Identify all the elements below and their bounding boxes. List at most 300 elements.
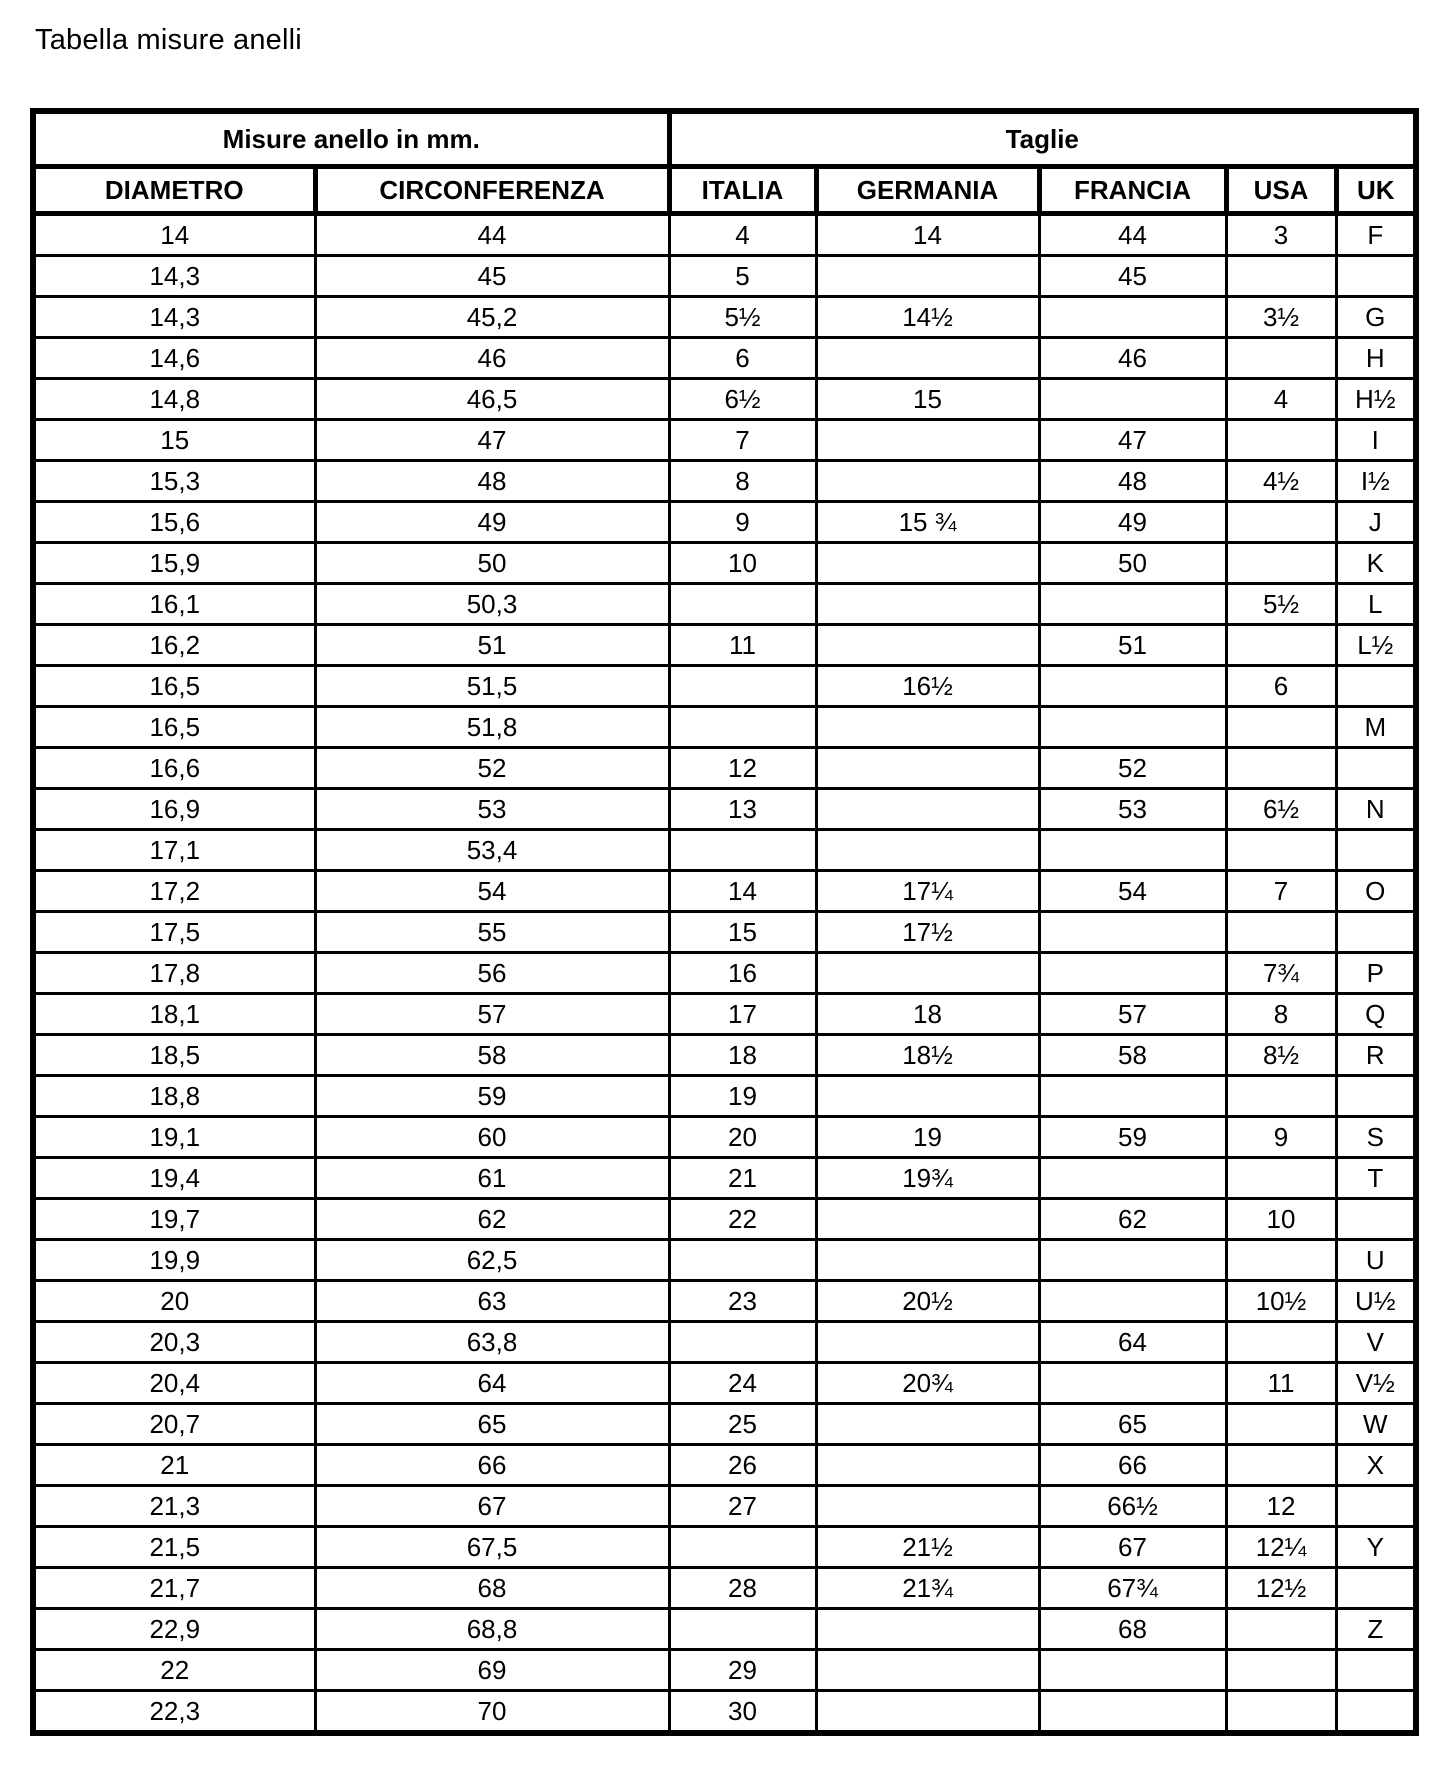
- table-cell: [1039, 1691, 1226, 1734]
- table-cell: 62: [315, 1199, 669, 1240]
- table-cell: 22,3: [33, 1691, 315, 1734]
- table-cell: 17: [669, 994, 816, 1035]
- table-cell: 15,9: [33, 543, 315, 584]
- table-cell: [669, 1240, 816, 1281]
- table-cell: 46: [315, 338, 669, 379]
- table-cell: 30: [669, 1691, 816, 1734]
- table-cell: 59: [315, 1076, 669, 1117]
- table-cell: 53: [315, 789, 669, 830]
- table-cell: 8: [669, 461, 816, 502]
- table-cell: 22: [33, 1650, 315, 1691]
- table-cell: 68: [315, 1568, 669, 1609]
- table-cell: [816, 1691, 1039, 1734]
- column-header-francia: FRANCIA: [1039, 167, 1226, 214]
- table-cell: 5½: [1226, 584, 1336, 625]
- table-row: [33, 461, 1416, 502]
- table-cell: [816, 1076, 1039, 1117]
- table-cell: [1226, 1158, 1336, 1199]
- table-cell: 15: [33, 420, 315, 461]
- table-cell: [816, 1609, 1039, 1650]
- table-cell: 6½: [1226, 789, 1336, 830]
- table-cell: [1336, 830, 1416, 871]
- table-cell: [1226, 543, 1336, 584]
- table-row: [33, 420, 1416, 461]
- page-title: Tabella misure anelli: [35, 24, 302, 56]
- table-cell: [1039, 830, 1226, 871]
- table-cell: 64: [1039, 1322, 1226, 1363]
- table-cell: I: [1336, 420, 1416, 461]
- table-cell: 65: [315, 1404, 669, 1445]
- table-cell: 67,5: [315, 1527, 669, 1568]
- table-cell: 19¾: [816, 1158, 1039, 1199]
- table-cell: 50: [315, 543, 669, 584]
- table-cell: [816, 256, 1039, 297]
- table-cell: [1039, 707, 1226, 748]
- table-cell: 15 ¾: [816, 502, 1039, 543]
- table-cell: 4½: [1226, 461, 1336, 502]
- table-cell: [1336, 748, 1416, 789]
- table-cell: [816, 1650, 1039, 1691]
- ring-size-table: [30, 108, 1419, 1736]
- table-cell: 57: [315, 994, 669, 1035]
- table-row: [33, 1445, 1416, 1486]
- table-cell: 9: [669, 502, 816, 543]
- table-cell: 56: [315, 953, 669, 994]
- table-cell: 6: [1226, 666, 1336, 707]
- table-row: [33, 1650, 1416, 1691]
- table-cell: 17,5: [33, 912, 315, 953]
- group-header-misure-anello: Misure anello in mm.: [33, 111, 669, 167]
- table-cell: 69: [315, 1650, 669, 1691]
- table-cell: 53,4: [315, 830, 669, 871]
- group-header-taglie: Taglie: [669, 111, 1416, 167]
- table-cell: V: [1336, 1322, 1416, 1363]
- table-cell: 51,8: [315, 707, 669, 748]
- table-cell: 4: [1226, 379, 1336, 420]
- table-cell: H: [1336, 338, 1416, 379]
- table-cell: 48: [1039, 461, 1226, 502]
- table-cell: 5½: [669, 297, 816, 338]
- table-cell: [1336, 1568, 1416, 1609]
- table-cell: 46,5: [315, 379, 669, 420]
- table-cell: 14,8: [33, 379, 315, 420]
- table-cell: 51,5: [315, 666, 669, 707]
- column-header-diametro: DIAMETRO: [33, 167, 315, 214]
- table-cell: [816, 584, 1039, 625]
- table-cell: 15,3: [33, 461, 315, 502]
- table-cell: 10½: [1226, 1281, 1336, 1322]
- column-header-uk: UK: [1336, 167, 1416, 214]
- table-cell: 14: [816, 214, 1039, 256]
- table-cell: L: [1336, 584, 1416, 625]
- table-cell: 51: [315, 625, 669, 666]
- table-cell: [816, 830, 1039, 871]
- table-cell: 12½: [1226, 1568, 1336, 1609]
- table-cell: 21: [33, 1445, 315, 1486]
- table-cell: 54: [1039, 871, 1226, 912]
- table-cell: [1226, 1322, 1336, 1363]
- table-cell: [1226, 1691, 1336, 1734]
- table-cell: [1226, 830, 1336, 871]
- table-cell: [816, 1404, 1039, 1445]
- table-cell: 12: [669, 748, 816, 789]
- table-cell: 16,9: [33, 789, 315, 830]
- table-cell: 19: [816, 1117, 1039, 1158]
- table-cell: 17¼: [816, 871, 1039, 912]
- table-cell: M: [1336, 707, 1416, 748]
- table-cell: 58: [315, 1035, 669, 1076]
- table-cell: [816, 420, 1039, 461]
- table-cell: 7: [1226, 871, 1336, 912]
- table-cell: 65: [1039, 1404, 1226, 1445]
- table-cell: 59: [1039, 1117, 1226, 1158]
- table-cell: [1039, 1240, 1226, 1281]
- table-cell: 16,2: [33, 625, 315, 666]
- table-cell: 22: [669, 1199, 816, 1240]
- table-cell: 29: [669, 1650, 816, 1691]
- column-header-usa: USA: [1226, 167, 1336, 214]
- table-cell: 50,3: [315, 584, 669, 625]
- table-row: [33, 830, 1416, 871]
- table-cell: [1039, 379, 1226, 420]
- table-cell: 15: [669, 912, 816, 953]
- table-cell: [816, 543, 1039, 584]
- table-row: [33, 1076, 1416, 1117]
- table-cell: [1336, 1486, 1416, 1527]
- table-cell: U: [1336, 1240, 1416, 1281]
- table-cell: [1039, 1158, 1226, 1199]
- table-cell: [1226, 1445, 1336, 1486]
- table-cell: 66: [315, 1445, 669, 1486]
- table-row: [33, 1158, 1416, 1199]
- table-cell: [1336, 1650, 1416, 1691]
- table-cell: N: [1336, 789, 1416, 830]
- table-cell: 57: [1039, 994, 1226, 1035]
- table-cell: 26: [669, 1445, 816, 1486]
- table-cell: 27: [669, 1486, 816, 1527]
- column-header-italia: ITALIA: [669, 167, 816, 214]
- table-cell: [1226, 1650, 1336, 1691]
- table-cell: [669, 707, 816, 748]
- table-cell: 17,1: [33, 830, 315, 871]
- table-cell: 20½: [816, 1281, 1039, 1322]
- table-cell: 8½: [1226, 1035, 1336, 1076]
- table-cell: F: [1336, 214, 1416, 256]
- table-cell: 23: [669, 1281, 816, 1322]
- table-cell: 14,3: [33, 297, 315, 338]
- table-row: [33, 789, 1416, 830]
- table-cell: [1039, 584, 1226, 625]
- table-body: [33, 214, 1416, 1734]
- table-cell: 14,6: [33, 338, 315, 379]
- table-cell: 45: [1039, 256, 1226, 297]
- table-cell: H½: [1336, 379, 1416, 420]
- table-cell: [1039, 1363, 1226, 1404]
- table-cell: 18,5: [33, 1035, 315, 1076]
- table-cell: 8: [1226, 994, 1336, 1035]
- table-cell: [816, 1322, 1039, 1363]
- table-cell: [1039, 953, 1226, 994]
- table-cell: 52: [315, 748, 669, 789]
- table-row: [33, 1281, 1416, 1322]
- table-cell: [1226, 912, 1336, 953]
- table-cell: [1226, 338, 1336, 379]
- table-cell: 53: [1039, 789, 1226, 830]
- table-cell: Q: [1336, 994, 1416, 1035]
- table-cell: Y: [1336, 1527, 1416, 1568]
- table-cell: 55: [315, 912, 669, 953]
- table-row: [33, 502, 1416, 543]
- table-cell: [1039, 1281, 1226, 1322]
- table-cell: 4: [669, 214, 816, 256]
- table-cell: 67: [315, 1486, 669, 1527]
- table-cell: 64: [315, 1363, 669, 1404]
- table-cell: 25: [669, 1404, 816, 1445]
- table-row: [33, 1691, 1416, 1734]
- table-cell: 47: [1039, 420, 1226, 461]
- table-row: [33, 379, 1416, 420]
- table-cell: [1336, 1691, 1416, 1734]
- table-cell: 21,5: [33, 1527, 315, 1568]
- table-cell: [1039, 297, 1226, 338]
- table-cell: 19,1: [33, 1117, 315, 1158]
- table-cell: 60: [315, 1117, 669, 1158]
- table-cell: 10: [1226, 1199, 1336, 1240]
- column-header-germania: GERMANIA: [816, 167, 1039, 214]
- table-cell: 62,5: [315, 1240, 669, 1281]
- table-cell: 16,5: [33, 666, 315, 707]
- table-row: [33, 256, 1416, 297]
- table-cell: 15,6: [33, 502, 315, 543]
- table-cell: 3½: [1226, 297, 1336, 338]
- table-cell: 16,1: [33, 584, 315, 625]
- table-row: [33, 584, 1416, 625]
- table-cell: 45: [315, 256, 669, 297]
- table-cell: 18: [669, 1035, 816, 1076]
- table-cell: [669, 1322, 816, 1363]
- table-cell: [1336, 256, 1416, 297]
- table-row: [33, 1240, 1416, 1281]
- table-cell: 16: [669, 953, 816, 994]
- table-cell: 11: [1226, 1363, 1336, 1404]
- table-cell: [1336, 912, 1416, 953]
- table-cell: 21¾: [816, 1568, 1039, 1609]
- table-cell: [1226, 748, 1336, 789]
- table-cell: 46: [1039, 338, 1226, 379]
- table-cell: I½: [1336, 461, 1416, 502]
- table-cell: 51: [1039, 625, 1226, 666]
- table-cell: [1226, 1404, 1336, 1445]
- table-cell: 19,4: [33, 1158, 315, 1199]
- column-header-circonferenza: CIRCONFERENZA: [315, 167, 669, 214]
- table-cell: 10: [669, 543, 816, 584]
- table-cell: 49: [1039, 502, 1226, 543]
- table-cell: J: [1336, 502, 1416, 543]
- table-cell: 21½: [816, 1527, 1039, 1568]
- table-cell: U½: [1336, 1281, 1416, 1322]
- table-cell: [1226, 1609, 1336, 1650]
- table-cell: G: [1336, 297, 1416, 338]
- table-cell: 22,9: [33, 1609, 315, 1650]
- table-cell: R: [1336, 1035, 1416, 1076]
- table-row: [33, 1035, 1416, 1076]
- table-cell: 20¾: [816, 1363, 1039, 1404]
- table-cell: 21,7: [33, 1568, 315, 1609]
- table-cell: X: [1336, 1445, 1416, 1486]
- table-cell: 63: [315, 1281, 669, 1322]
- table-row: [33, 912, 1416, 953]
- table-row: [33, 707, 1416, 748]
- table-row: [33, 1322, 1416, 1363]
- column-header-row: [33, 167, 1416, 214]
- table-cell: [669, 666, 816, 707]
- table-cell: K: [1336, 543, 1416, 584]
- table-cell: [816, 789, 1039, 830]
- table-cell: 70: [315, 1691, 669, 1734]
- table-cell: [816, 748, 1039, 789]
- table-cell: 14: [33, 214, 315, 256]
- table-row: [33, 297, 1416, 338]
- table-row: [33, 666, 1416, 707]
- table-cell: 21: [669, 1158, 816, 1199]
- table-cell: 62: [1039, 1199, 1226, 1240]
- table-row: [33, 748, 1416, 789]
- table-cell: 14,3: [33, 256, 315, 297]
- table-cell: 18,1: [33, 994, 315, 1035]
- table-cell: V½: [1336, 1363, 1416, 1404]
- table-cell: 54: [315, 871, 669, 912]
- table-row: [33, 625, 1416, 666]
- table-cell: 20,4: [33, 1363, 315, 1404]
- table-cell: [816, 461, 1039, 502]
- table-cell: 19: [669, 1076, 816, 1117]
- table-cell: [1226, 420, 1336, 461]
- table-cell: [816, 953, 1039, 994]
- table-cell: [816, 1199, 1039, 1240]
- table-cell: [1226, 707, 1336, 748]
- table-cell: [1336, 1076, 1416, 1117]
- table-row: [33, 1404, 1416, 1445]
- table-cell: 13: [669, 789, 816, 830]
- table-row: [33, 994, 1416, 1035]
- table-cell: S: [1336, 1117, 1416, 1158]
- table-row: [33, 953, 1416, 994]
- table-cell: 17½: [816, 912, 1039, 953]
- table-cell: [816, 1445, 1039, 1486]
- table-cell: 63,8: [315, 1322, 669, 1363]
- table-cell: [816, 1240, 1039, 1281]
- table-cell: 5: [669, 256, 816, 297]
- table-cell: P: [1336, 953, 1416, 994]
- table-row: [33, 543, 1416, 584]
- table-cell: [1226, 625, 1336, 666]
- table-cell: [669, 1527, 816, 1568]
- table-cell: 14½: [816, 297, 1039, 338]
- table-row: [33, 871, 1416, 912]
- table-cell: 45,2: [315, 297, 669, 338]
- table-cell: 14: [669, 871, 816, 912]
- table-cell: [1226, 502, 1336, 543]
- table-cell: 15: [816, 379, 1039, 420]
- group-header-row: [33, 111, 1416, 167]
- table-cell: [1226, 256, 1336, 297]
- table-cell: 17,8: [33, 953, 315, 994]
- table-cell: 18,8: [33, 1076, 315, 1117]
- table-cell: 18½: [816, 1035, 1039, 1076]
- table-cell: 67¾: [1039, 1568, 1226, 1609]
- table-cell: [1039, 666, 1226, 707]
- table-cell: [669, 830, 816, 871]
- table-cell: 52: [1039, 748, 1226, 789]
- table-cell: 47: [315, 420, 669, 461]
- table-cell: 49: [315, 502, 669, 543]
- table-cell: 67: [1039, 1527, 1226, 1568]
- table-cell: 11: [669, 625, 816, 666]
- table-cell: 68: [1039, 1609, 1226, 1650]
- table-row: [33, 1117, 1416, 1158]
- table-cell: 7: [669, 420, 816, 461]
- table-cell: 20,7: [33, 1404, 315, 1445]
- table-row: [33, 1199, 1416, 1240]
- table-row: [33, 1363, 1416, 1404]
- table-cell: [816, 625, 1039, 666]
- table-cell: 6: [669, 338, 816, 379]
- table-row: [33, 1486, 1416, 1527]
- table-cell: 20: [33, 1281, 315, 1322]
- table-row: [33, 214, 1416, 256]
- table-cell: 44: [1039, 214, 1226, 256]
- table-cell: [1336, 666, 1416, 707]
- table-cell: O: [1336, 871, 1416, 912]
- table-cell: 12¼: [1226, 1527, 1336, 1568]
- table-cell: 28: [669, 1568, 816, 1609]
- table-cell: [1336, 1199, 1416, 1240]
- table-cell: [816, 1486, 1039, 1527]
- table-cell: 61: [315, 1158, 669, 1199]
- table-cell: 66: [1039, 1445, 1226, 1486]
- table-cell: [669, 584, 816, 625]
- table-cell: 16,5: [33, 707, 315, 748]
- table-cell: [816, 338, 1039, 379]
- table-cell: 19,7: [33, 1199, 315, 1240]
- table-cell: 16½: [816, 666, 1039, 707]
- table-cell: 44: [315, 214, 669, 256]
- table-cell: 12: [1226, 1486, 1336, 1527]
- table-cell: Z: [1336, 1609, 1416, 1650]
- table-cell: 17,2: [33, 871, 315, 912]
- table-cell: 48: [315, 461, 669, 502]
- table-cell: 9: [1226, 1117, 1336, 1158]
- table-cell: T: [1336, 1158, 1416, 1199]
- table-cell: [1039, 1650, 1226, 1691]
- table-cell: 66½: [1039, 1486, 1226, 1527]
- table-cell: [1226, 1240, 1336, 1281]
- table-cell: 24: [669, 1363, 816, 1404]
- table-row: [33, 1568, 1416, 1609]
- table-cell: 20,3: [33, 1322, 315, 1363]
- table-cell: [1039, 1076, 1226, 1117]
- table-cell: 58: [1039, 1035, 1226, 1076]
- table-cell: L½: [1336, 625, 1416, 666]
- table-cell: 16,6: [33, 748, 315, 789]
- table-cell: 7¾: [1226, 953, 1336, 994]
- table-cell: [816, 707, 1039, 748]
- table-cell: 21,3: [33, 1486, 315, 1527]
- table-cell: [1226, 1076, 1336, 1117]
- table-cell: W: [1336, 1404, 1416, 1445]
- table-cell: [1039, 912, 1226, 953]
- table-row: [33, 1527, 1416, 1568]
